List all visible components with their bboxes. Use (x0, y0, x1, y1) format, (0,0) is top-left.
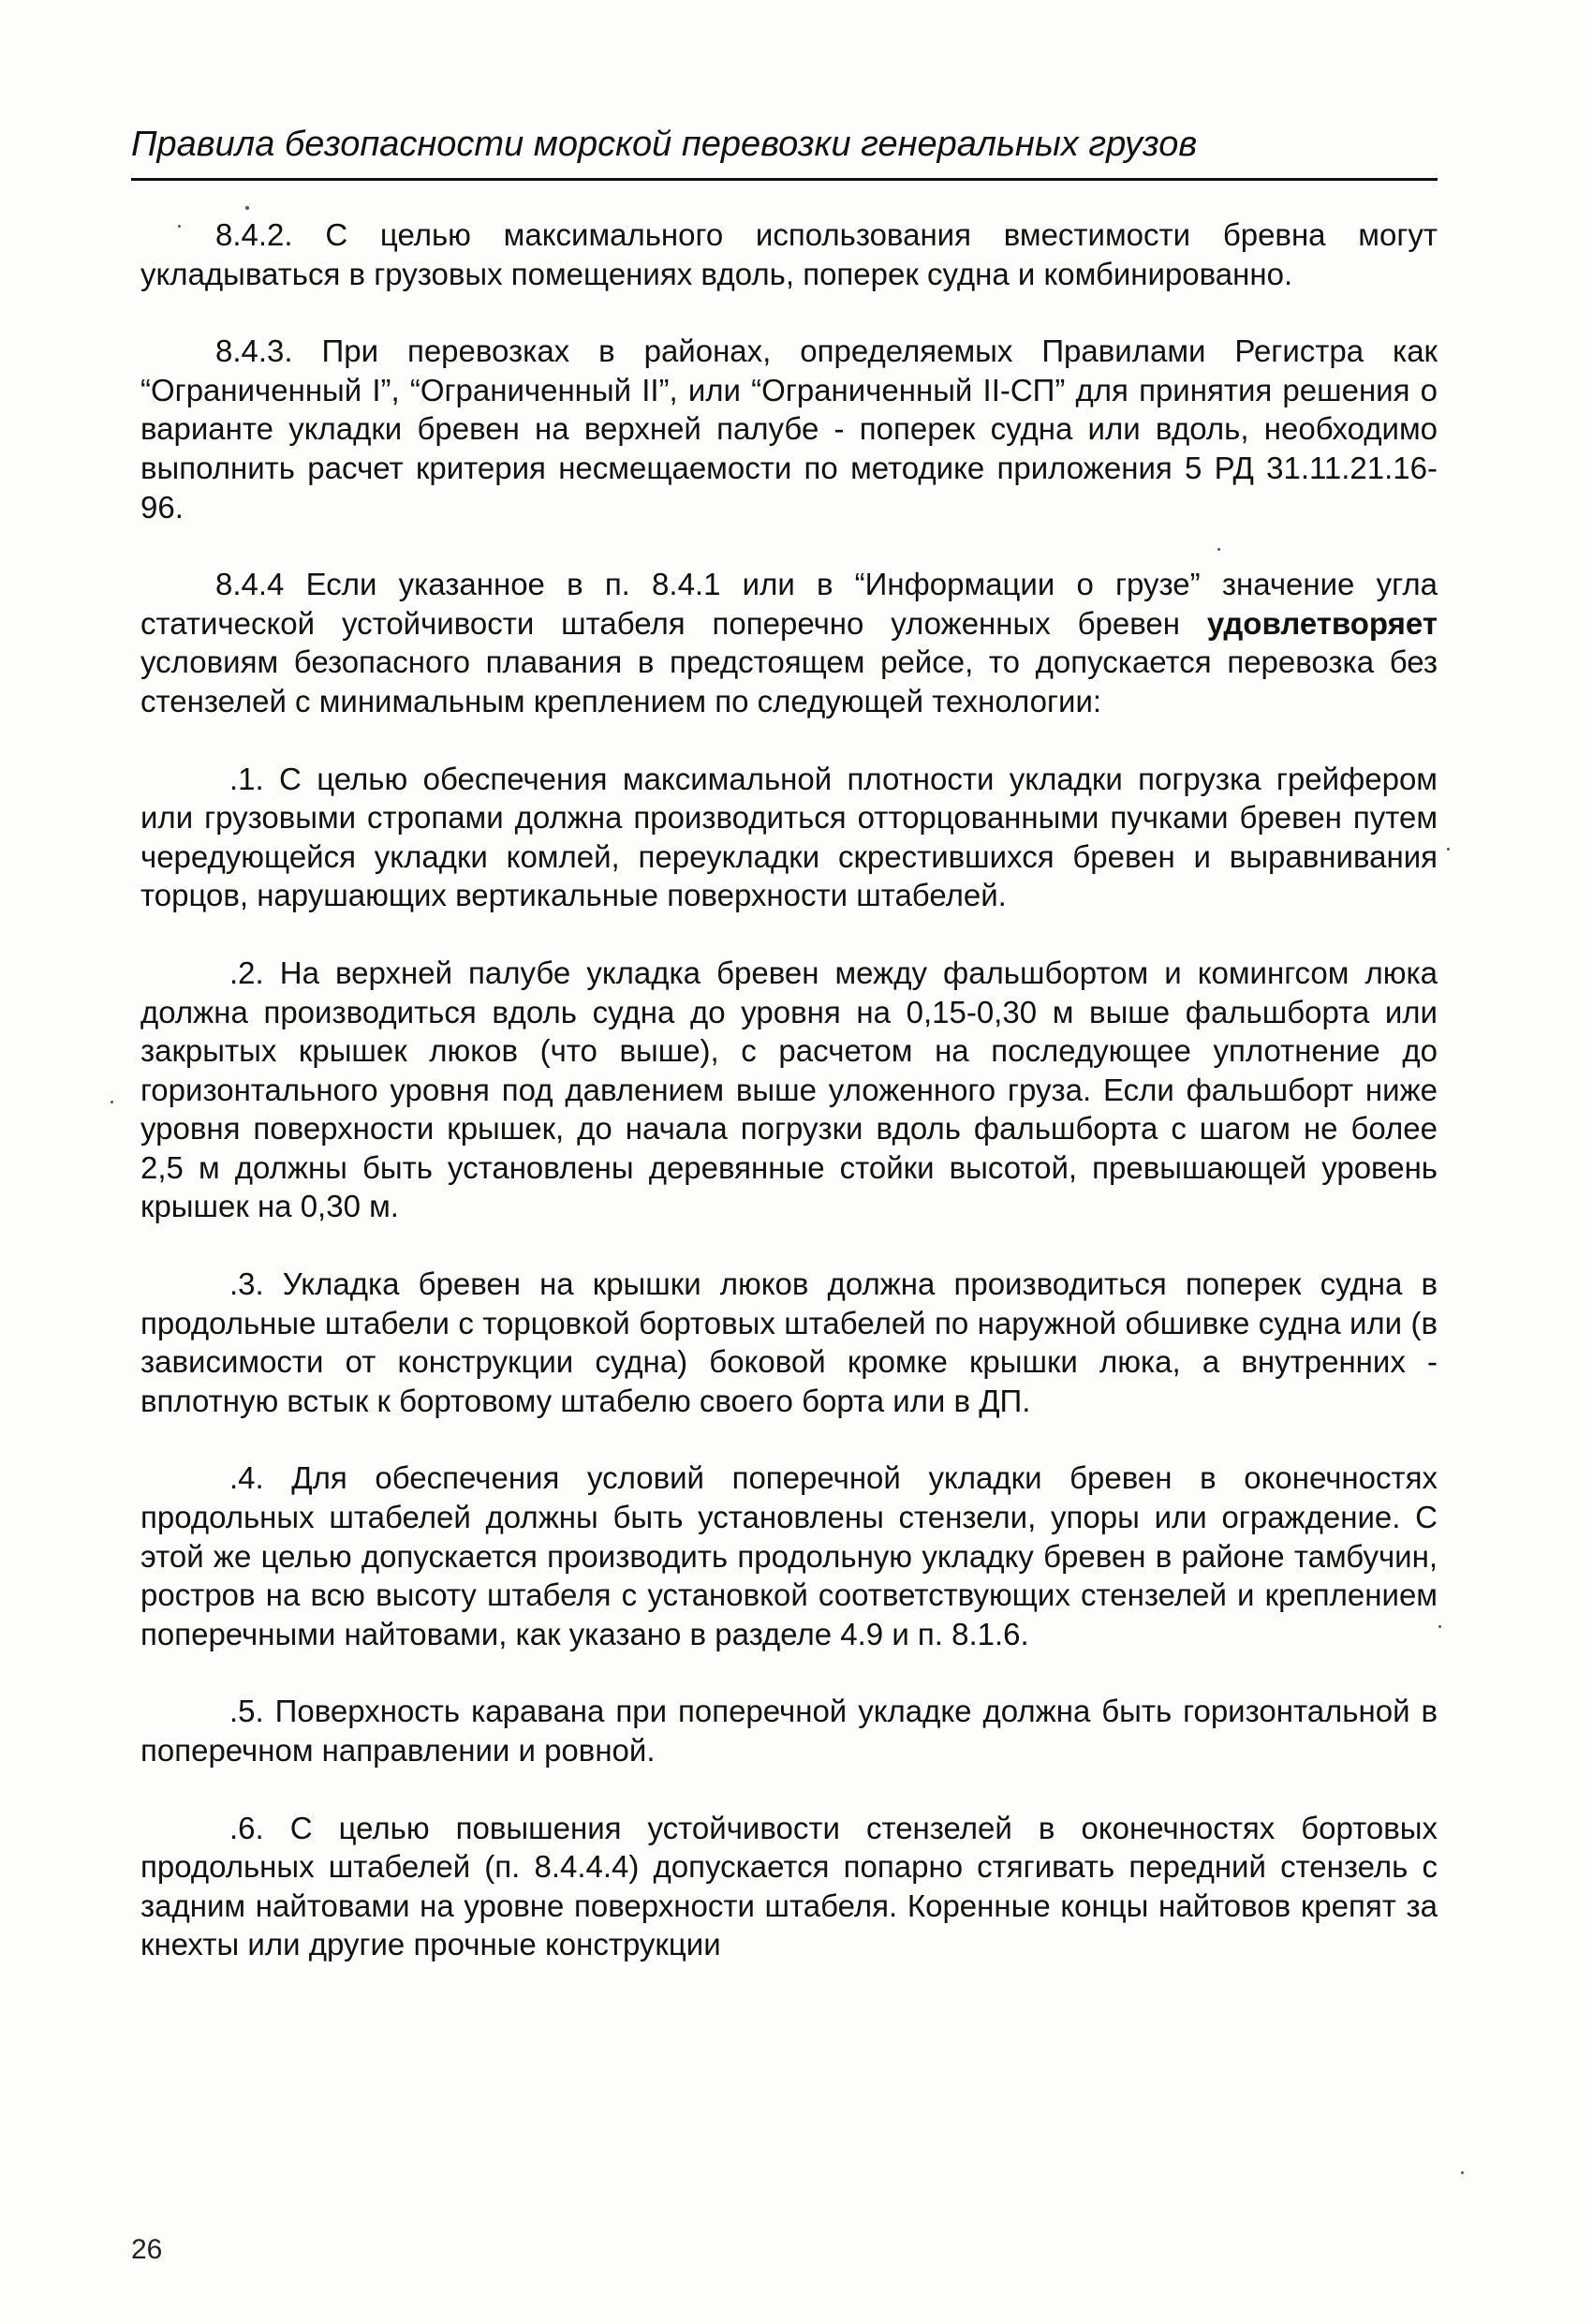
scan-speck (178, 225, 181, 228)
list-item-1: .1. С целью обеспечения максимальной плотности укладки погрузка грейфером или грузовыми стропами должна производиться отторцованными пучками бревен путем чередующейся укладки комлей, переукладки скрестившихся бревен и выравнивания торцов, нарушающих вертикальные поверхности штабелей. (140, 761, 1438, 913)
header-rule (131, 178, 1438, 181)
running-header: Правила безопасности морской перевозки генеральных грузов (131, 125, 1198, 164)
emphasis-satisfies: удовлетворяет (1206, 605, 1438, 641)
paragraph-8-4-2: 8.4.2. С целью максимального использования вместимости бревна могут укладываться в грузовых помещениях вдоль, поперек судна и комбинированно. (140, 217, 1438, 291)
paragraph-8-4-3: 8.4.3. При перевозках в районах, определяемых Правилами Регистра как “Ограниченный I”, “Ограниченный II”, или “Ограниченный II-СП” для принятия решения о варианте укладки бревен на верхней палубе - поперек судна или вдоль, необходимо выполнить расчет критерия несмещаемости по методике приложения 5 РД 31.11.21.16-96. (140, 333, 1438, 525)
list-item-2: .2. На верхней палубе укладка бревен между фальшбортом и комингсом люка должна производиться вдоль судна до уровня на 0,15-0,30 м выше фальшборта или закрытых крышек люков (что выше), с расчетом на последующее уплотнение до горизонтального уровня под давлением выше уложенного груза. Если фальшборт ниже уровня поверхности крышек, до начала погрузки вдоль фальшборта с шагом не более 2,5 м должны быть установлены деревянные стойки высотой, превышающей уровень крышек на 0,30 м. (140, 955, 1438, 1224)
list-item-4: .4. Для обеспечения условий поперечной укладки бревен в оконечностях продольных штабелей должны быть установлены стензели, упоры или ограждение. С этой же целью допускается производить продольную укладку бревен в районе тамбучин, ростров на всю высоту штабеля с установкой соответствующих стензелей и креплением поперечными найтовами, как указано в разделе 4.9 и п. 8.1.6. (140, 1460, 1438, 1651)
list-item-3: .3. Укладка бревен на крышки люков должна производиться поперек судна в продольные штабели с торцовкой бортовых штабелей по наружной обшивке судна или (в зависимости от конструкции судна) боковой кромке крышки люка, а внутренних - вплотную встык к бортовому штабелю своего борта или в ДП. (140, 1266, 1438, 1418)
scan-speck (111, 1101, 113, 1103)
page-number: 26 (131, 2234, 163, 2265)
scan-speck (1447, 848, 1450, 851)
scan-speck (1461, 2171, 1464, 2174)
list-item-5: .5. Поверхность каравана при поперечной укладке должна быть горизонтальной в поперечном направлении и ровной. (140, 1694, 1438, 1768)
paragraph-8-4-4 (140, 565, 1438, 720)
scan-speck (1438, 1625, 1441, 1628)
paragraph-8-4-4-part-b: условиям безопасного плавания в предстоящем рейсе, то допускается перевозка без стензелей с минимальным креплением по следующей технологии: (140, 644, 1438, 718)
list-item-6: .6. С целью повышения устойчивости стензелей в оконечностях бортовых продольных штабелей (п. 8.4.4.4) допускается попарно стягивать передний стензель с задним найтовами на уровне поверхности штабеля. Коренные концы найтовов крепят за кнехты или другие прочные конструкции (140, 1810, 1438, 1962)
scan-speck (245, 206, 249, 210)
scan-speck (1217, 548, 1220, 551)
paragraph-8-4-4-part-a: 8.4.4 Если указанное в п. 8.4.1 или в “Информации о грузе” значение угла статической устойчивости штабеля поперечно уложенных бревен (140, 567, 1438, 641)
body-text (140, 215, 1438, 2003)
